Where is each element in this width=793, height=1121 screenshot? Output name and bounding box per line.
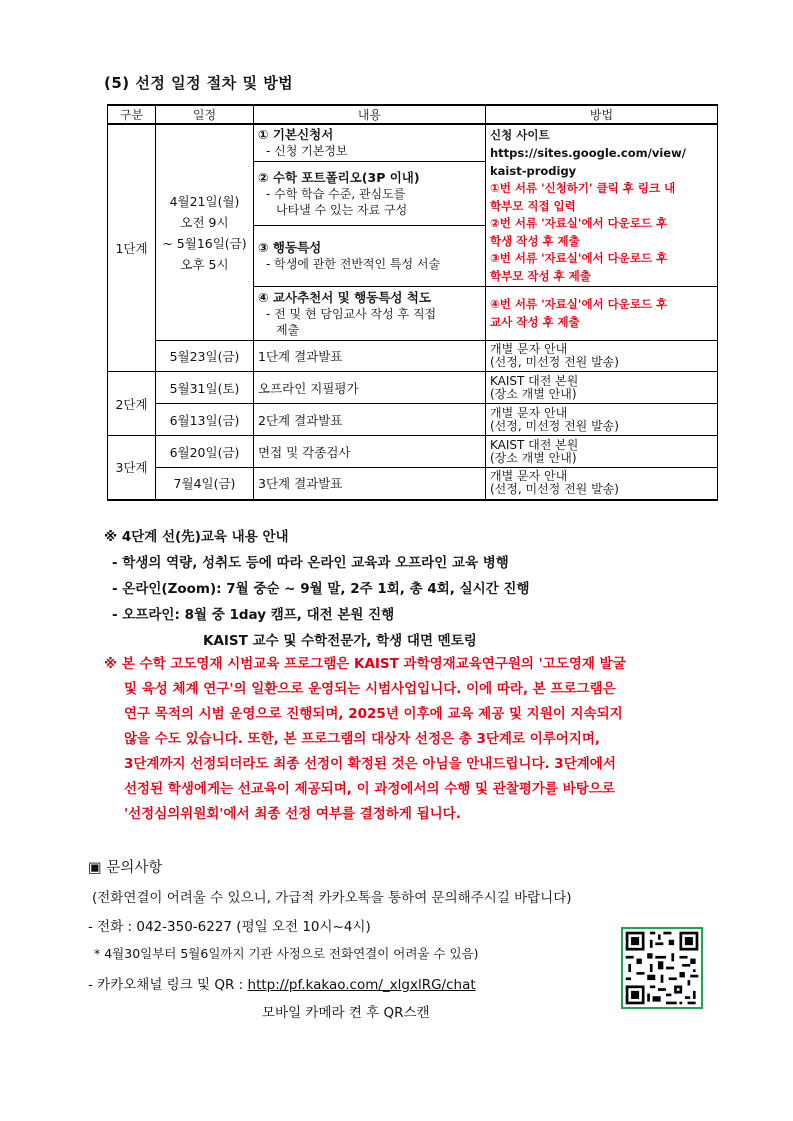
contact-kakao bbox=[88, 973, 476, 993]
notice-line-2: - 온라인(Zoom): 7월 중순 ~ 9월 말, 2주 1회, 총 4회, 실시간 진행 bbox=[112, 581, 530, 597]
stage1-item-1: ① 기본신청서 - 신청 기본정보 bbox=[254, 124, 486, 162]
notice-indent-line: KAIST 교수 및 수학전문가, 학생 대면 멘토링 bbox=[203, 633, 477, 649]
stage2-method-1: KAIST 대전 본원 (장소 개별 안내) bbox=[486, 372, 718, 404]
stage3-method-1: KAIST 대전 본원 (장소 개별 안내) bbox=[486, 436, 718, 468]
qr-code[interactable] bbox=[621, 927, 703, 1009]
contact-phone: - 전화 : 042-350-6227 (평일 오전 10시~4시) bbox=[88, 919, 371, 935]
qr-code-image bbox=[623, 929, 701, 1007]
header-method: 방법 bbox=[486, 105, 718, 124]
stage3-label: 3단계 bbox=[108, 436, 156, 500]
header-date: 일정 bbox=[156, 105, 254, 124]
stage3-date-2: 7월4일(금) bbox=[156, 468, 254, 500]
stage1-date: 4월21일(월) 오전 9시 ~ 5월16일(금) 오후 5시 bbox=[156, 124, 254, 341]
stage1-item-3: ③ 행동특성 - 학생에 관한 전반적인 특성 서술 bbox=[254, 225, 486, 286]
contact-heading: ▣ 문의사항 bbox=[88, 860, 163, 876]
stage3-content-1: 면접 및 각종검사 bbox=[254, 436, 486, 468]
kakao-label: - 카카오채널 링크 및 QR : bbox=[88, 977, 248, 993]
stage2-content-1: 오프라인 지필평가 bbox=[254, 372, 486, 404]
stage3-date-1: 6월20일(금) bbox=[156, 436, 254, 468]
stage2-date-2: 6월13일(금) bbox=[156, 404, 254, 436]
stage1-result-date: 5월23일(금) bbox=[156, 341, 254, 372]
schedule-table bbox=[107, 104, 718, 501]
stage2-date-1: 5월31일(토) bbox=[156, 372, 254, 404]
stage1-item-2: ② 수학 포트폴리오(3P 이내) - 수학 학습 수준, 관심도를 나타낼 수 있는 자료 구성 bbox=[254, 162, 486, 225]
stage2-content-2: 2단계 결과발표 bbox=[254, 404, 486, 436]
section-title: (5) 선정 일정 절차 및 방법 bbox=[104, 74, 294, 92]
stage3-content-2: 3단계 결과발표 bbox=[254, 468, 486, 500]
contact-note: (전화연결이 어려울 수 있으니, 가급적 카카오톡을 통하여 문의해주시길 바랍니다) bbox=[92, 890, 572, 906]
stage1-item-4: ④ 교사추천서 및 행동특성 척도 - 전 및 현 담임교사 작성 후 직접 제출 bbox=[254, 287, 486, 341]
header-content: 내용 bbox=[254, 105, 486, 124]
stage1-method: 신청 사이트 https://sites.google.com/view/ kaist-prodigy ①번 서류 '신청하기' 클릭 후 링크 내 학부모 직접 입력 ②번 서류 '자료실'에서 다운로드 후 학생 작성 후 제출 ③번 서류 '자료실'에서 다운로드 후 학부모 작성 후 제출 bbox=[486, 124, 718, 287]
stage3-method-2: 개별 문자 안내 (선정, 미선정 전원 발송) bbox=[486, 468, 718, 500]
notice-line-1: - 학생의 역량, 성취도 등에 따라 온라인 교육과 오프라인 교육 병행 bbox=[112, 555, 509, 571]
notice-heading: ※ 4단계 선(先)교육 내용 안내 bbox=[104, 529, 289, 545]
header-stage: 구분 bbox=[108, 105, 156, 124]
qr-caption: 모바일 카메라 켠 후 QR스캔 bbox=[262, 1005, 430, 1021]
contact-holiday-note: * 4월30일부터 5월6일까지 기관 사정으로 전화연결이 어려울 수 있음) bbox=[94, 946, 479, 961]
stage2-label: 2단계 bbox=[108, 372, 156, 436]
stage2-method-2: 개별 문자 안내 (선정, 미선정 전원 발송) bbox=[486, 404, 718, 436]
stage1-label: 1단계 bbox=[108, 124, 156, 372]
stage1-result-method: 개별 문자 안내 (선정, 미선정 전원 발송) bbox=[486, 341, 718, 372]
notice-line-3: - 오프라인: 8월 중 1day 캠프, 대전 본원 진행 bbox=[112, 607, 395, 623]
stage1-result-content: 1단계 결과발표 bbox=[254, 341, 486, 372]
kakao-link[interactable]: http://pf.kakao.com/_xlgxlRG/chat bbox=[247, 977, 476, 993]
warning-paragraph: ※ 본 수학 고도영재 시범교육 프로그램은 KAIST 과학영재교육연구원의 '고도영재 발굴 및 육성 체계 연구'의 일환으로 운영되는 시범사업입니다. 이에 따라, 본 프로그램은 연구 목적의 시범 운영으로 진행되며, 2025년 이후에 교육 제공 및 지원이 지속되지 않을 수도 있습니다. 또한, 본 프로그램의 대상자 선정은 총 3단계로 이루어지며, 3단계까지 선정되더라도 최종 선정이 확정된 것은 아님을 안내드립니다. 3단계에서 선정된 학생에게는 선교육이 제공되며, 이 과정에서의 수행 및 관찰평가를 바탕으로 '선정심의위원회'에서 최종 선정 여부를 결정하게 됩니다. bbox=[104, 656, 626, 822]
stage1-method-4: ④번 서류 '자료실'에서 다운로드 후 교사 작성 후 제출 bbox=[486, 287, 718, 341]
